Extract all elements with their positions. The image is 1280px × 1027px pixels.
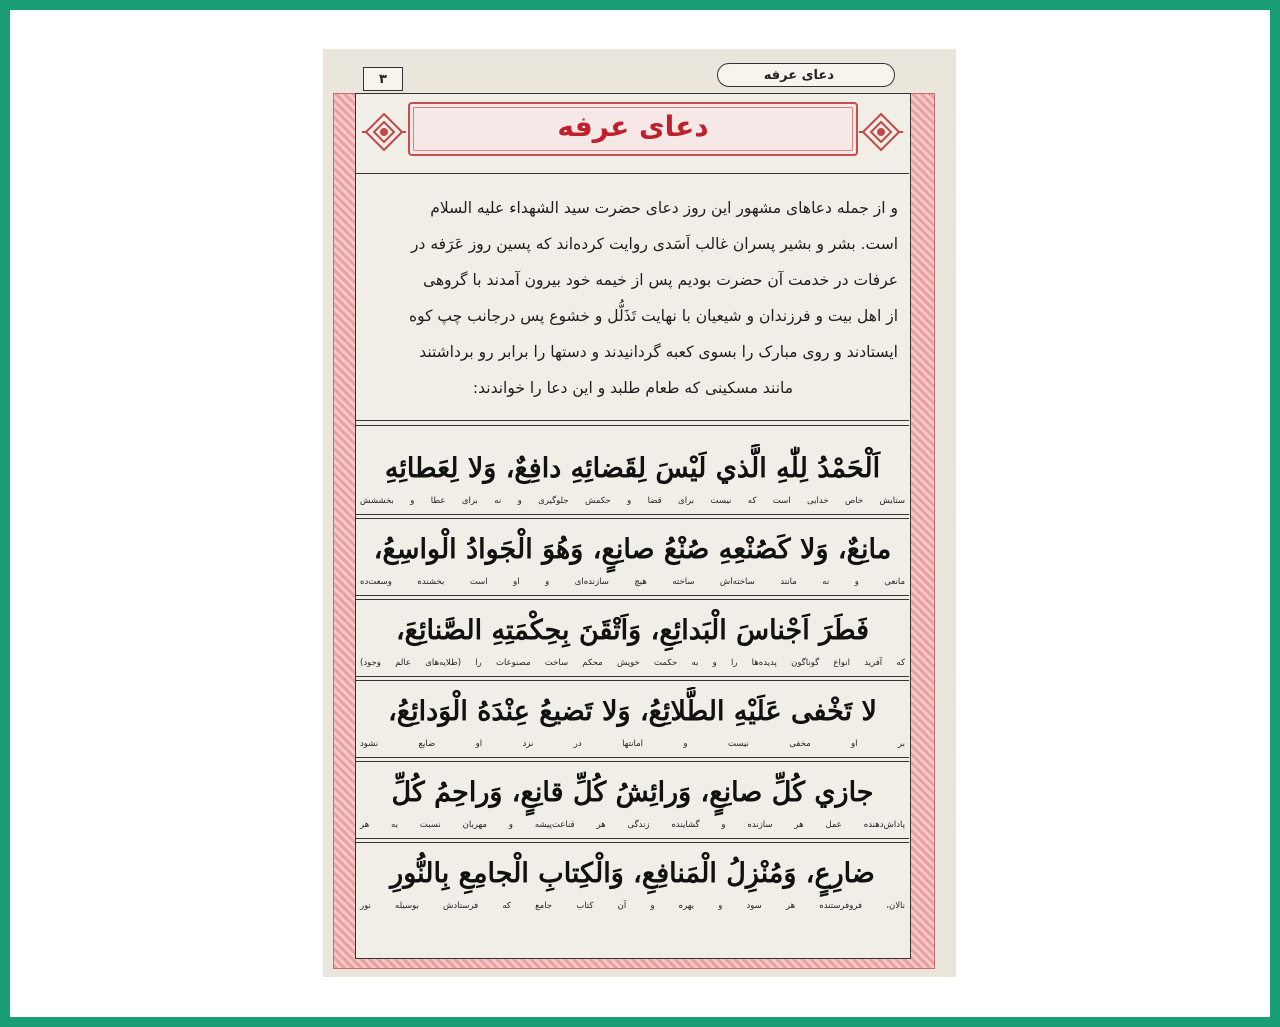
verse-translation: ستایش خاص خدایی است که نیست برای قضا و حکمش جلوگیری و نه برای عطا و بخششش [360, 496, 905, 506]
section-divider [356, 420, 909, 426]
verse-translation: پاداش‌دهنده عمل هر سازنده و گشاینده زندگی هر قناعت‌پیشه و مهربان نسبت به هر [360, 820, 905, 830]
verse-block [356, 525, 909, 600]
intro-line: از اهل بیت و فرزندان و شیعیان با نهایت تَذَلُّل و خشوع پس درجانب چپ کوه [408, 307, 898, 325]
title-band [356, 94, 909, 174]
verse-divider [356, 595, 909, 600]
page-number: ۳ [363, 67, 403, 91]
verse-arabic: مانِعٌ، وَلا كَصُنْعِهِ صُنْعُ صانِعٍ، وَهُوَ الْجَوادُ الْواسِعُ، [373, 534, 892, 565]
verse-block [356, 768, 909, 843]
verse-block [356, 687, 909, 762]
verse-arabic: فَطَرَ اَجْناسَ الْبَدائِعِ، وَاَتْقَنَ بِحِكْمَتِهِ الصَّنائِعَ، [395, 615, 870, 646]
verse-arabic: جازي كُلِّ صانِعٍ، وَرائِشُ كُلِّ قانِعٍ، وَراحِمُ كُلِّ [391, 777, 874, 808]
intro-line: ایستادند و روی مبارک را بسوی کعبه گردانیدند و دستها را برابر رو برداشتند [419, 343, 898, 361]
title-box [408, 102, 858, 156]
verse-block [356, 849, 909, 913]
verse-translation: مانعی و نه مانند ساخته‌اش ساخته هیچ سازنده‌ای و او است بخشنده وسعت‌ده [360, 577, 905, 587]
intro-line: و از جمله دعاهای مشهور این روز دعای حضرت سید الشهداء علیه السلام [430, 199, 898, 217]
verse-divider [356, 514, 909, 519]
ornament-right-icon [859, 110, 903, 154]
intro-line: است. بشر و بشیر پسران غالب اَسَدی روایت کرده‌اند که پسین روز عَرَفه در [411, 235, 898, 253]
verse-translation: که آفرید انواع گوناگون پدیده‌ها را و به حکمت خویش محکم ساخت مصنوعات را (طلایه‌های عالم وجود) [360, 658, 905, 668]
verse-block [356, 444, 909, 519]
verse-translation: نالان، فروفرستنده هر سود و بهره و آن کتاب جامع که فرستادش بوسیله نور [360, 901, 905, 911]
intro-line: عرفات در خدمت آن حضرت بودیم پس از خیمه خود بیرون آمدند با گروهی [423, 271, 898, 289]
verse-divider [356, 757, 909, 762]
intro-line: مانند مسکینی که طعام طلبد و این دعا را خواندند: [472, 379, 794, 397]
verse-arabic: ضارِعٍ، وَمُنْزِلُ الْمَنافِعِ، وَالْكِتابِ الْجامِعِ بِالنُّورِ [390, 858, 875, 889]
verse-translation: بر او مخفی نیست و امانتها در نزد او ضایع نشود [360, 739, 905, 749]
page-title: دعای عرفه [557, 110, 709, 143]
verse-arabic: لا تَخْفى عَلَيْهِ الطَّلائِعُ، وَلا تَضيعُ عِنْدَهُ الْوَدائِعُ، [388, 696, 877, 727]
intro-paragraph [368, 190, 898, 406]
content-frame [355, 93, 911, 959]
verse-block [356, 606, 909, 681]
verse-divider [356, 676, 909, 681]
book-page [323, 49, 956, 977]
ornament-left-icon [362, 110, 406, 154]
running-header-title: دعای عرفه [717, 63, 895, 87]
verse-divider [356, 838, 909, 843]
verse-arabic: اَلْحَمْدُ لِلّٰهِ الَّذي لَيْسَ لِقَضائِهِ دافِعٌ، وَلا لِعَطائِهِ [384, 453, 881, 484]
